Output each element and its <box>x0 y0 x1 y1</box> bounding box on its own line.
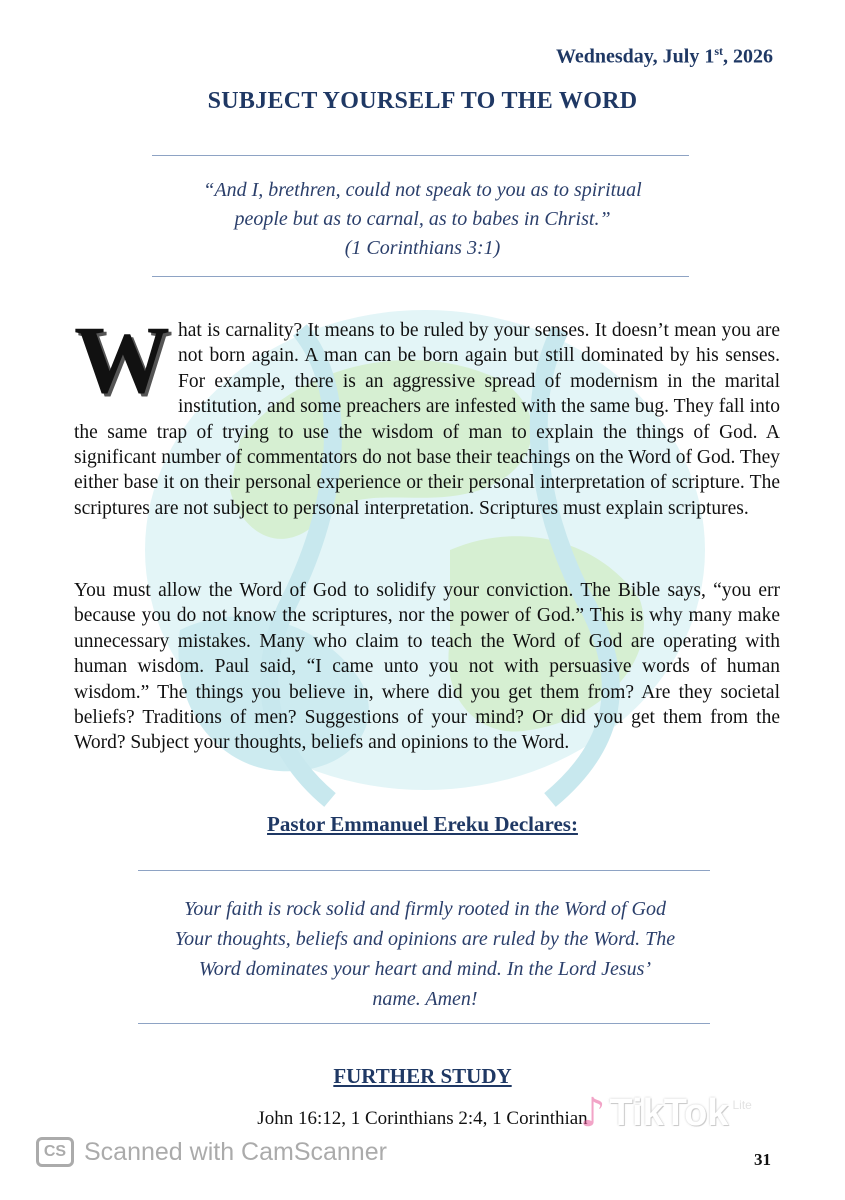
scripture-reference: (1 Corinthians 3:1) <box>344 237 501 259</box>
body-paragraph-1 <box>74 306 780 521</box>
tiktok-wordmark: TikTok <box>609 1091 729 1134</box>
declaration-line-4: name. Amen! <box>372 988 478 1010</box>
page-number: 31 <box>754 1150 771 1169</box>
divider-after-scripture <box>152 276 689 277</box>
further-study-heading: FURTHER STUDY <box>333 1064 512 1088</box>
divider-declaration-bottom <box>138 1023 710 1024</box>
drop-cap: W <box>74 306 170 413</box>
camscanner-text: Scanned with CamScanner <box>84 1137 387 1166</box>
page-title: SUBJECT YOURSELF TO THE WORD <box>207 88 638 114</box>
paragraph-1-text: hat is carnality? It means to be ruled by your senses. It doesn’t mean you are not born again. A man can be born again but still dominated by his senses. For example, there is an aggressive spread of modernism in the marital institution, and some preachers are infested with the same bug. They fall into the same trap of trying to use the wisdom of man to explain the things of God. A significant number of commentators do not base their teachings on the Word of God. They either base it on their personal experience or their personal interpretation of scripture. The scriptures are not subject to personal interpretation. Scriptures must explain scriptures. <box>74 320 780 519</box>
declaration-text <box>140 894 710 1014</box>
tiktok-lite-label: Lite <box>732 1098 752 1112</box>
declaration-line-3: Word dominates your heart and mind. In the Lord Jesus’ <box>198 958 652 980</box>
scripture-quote <box>150 176 695 263</box>
tiktok-watermark <box>580 1090 752 1136</box>
declaration-line-1: Your faith is rock solid and firmly rooted in the Word of God <box>184 898 666 920</box>
camscanner-logo-icon: CS <box>36 1137 74 1167</box>
declaration-heading: Pastor Emmanuel Ereku Declares: <box>267 812 578 836</box>
further-study-references: John 16:12, 1 Corinthians 2:4, 1 Corinthian <box>257 1108 588 1129</box>
body-paragraph-2: You must allow the Word of God to solidify your conviction. The Bible says, “you err because you do not know the scriptures, nor the power of God.” This is why many make unnecessary mistakes. Many who claim to teach the Word of God are operating with human wisdom. Paul said, “I came unto you not with persuasive words of human wisdom.” The things you believe in, where did you get them from? Are they societal beliefs? Traditions of men? Suggestions of your mind? Or did you get them from the Word? Subject your thoughts, beliefs and opinions to the Word. <box>74 580 780 754</box>
camscanner-watermark <box>36 1137 387 1167</box>
tiktok-note-icon: ♪ <box>580 1090 606 1136</box>
divider-declaration-top <box>138 870 710 871</box>
scripture-line-2: people but as to carnal, as to babes in Christ.” <box>234 208 611 230</box>
date-line: Wednesday, July 1st, 2026 <box>555 44 773 68</box>
divider-top <box>152 155 689 156</box>
scripture-line-1: “And I, brethren, could not speak to you as to spiritual <box>203 179 642 201</box>
declaration-line-2: Your thoughts, beliefs and opinions are ruled by the Word. The <box>174 928 676 950</box>
